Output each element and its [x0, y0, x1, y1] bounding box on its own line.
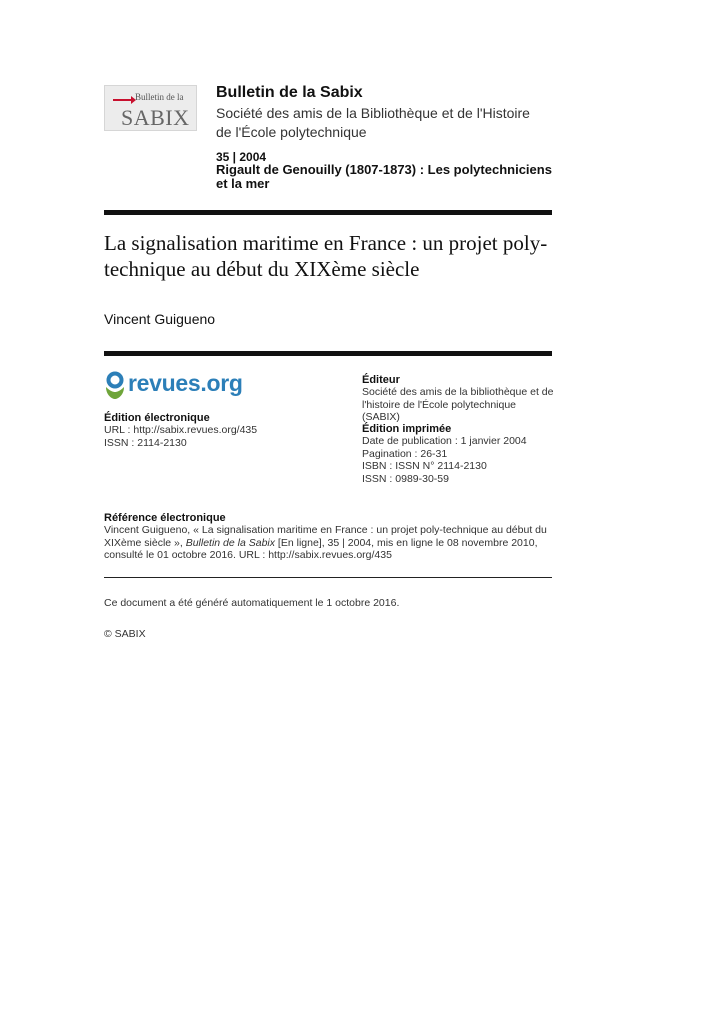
journal-subtitle: Société des amis de la Bibliothèque et de l'Histoire de l'École polytechnique: [216, 105, 530, 140]
article-author: Vincent Guigueno: [104, 311, 216, 327]
reference-block: [104, 512, 552, 562]
journal-logo: [104, 85, 197, 131]
edition-imprimee-issn: ISSN : 0989-30-59: [362, 472, 449, 485]
reference-text: [104, 524, 552, 562]
revues-flower-icon: [104, 371, 126, 401]
top-divider: [104, 210, 552, 215]
edition-imprimee-heading: Édition imprimée: [362, 423, 452, 435]
edition-electronique-url[interactable]: URL : http://sabix.revues.org/435: [104, 424, 258, 436]
editeur-heading: Éditeur: [362, 374, 400, 386]
edition-electronique-issn: ISSN : 2114-2130: [104, 436, 187, 449]
edition-imprimee-pagination: Pagination : 26-31: [362, 447, 448, 460]
middle-divider: [104, 351, 552, 356]
logo-arrow-icon: [113, 99, 132, 101]
editeur-name: Société des amis de la bibliothèque et de l'histoire de l'École polytechnique (SABIX): [362, 386, 554, 423]
edition-imprimee-block: [362, 423, 554, 485]
revues-logo-text: revues.org: [128, 370, 243, 396]
edition-imprimee-isbn: ISBN : ISSN N° 2114-2130: [362, 460, 487, 472]
logo-small-text: Bulletin de la: [135, 92, 184, 102]
issue-number: 35 | 2004: [216, 150, 267, 164]
logo-big-text: SABIX: [121, 105, 190, 130]
edition-electronique-heading: Édition électronique: [104, 412, 210, 424]
editeur-block: [362, 374, 554, 424]
copyright: © SABIX: [104, 628, 146, 640]
reference-heading: Référence électronique: [104, 512, 226, 524]
bottom-divider: [104, 577, 552, 578]
issue-title: Rigault de Genouilly (1807-1873) : Les polytechniciens et la mer: [216, 162, 552, 191]
reference-journal: Bulletin de la Sabix: [185, 536, 276, 549]
reference-part2: [En ligne], 35 | 2004, mis en ligne le 08 novembre 2010, consulté le 01 octobre 2016. URL : http://sabix.revues.org/435: [104, 536, 538, 561]
edition-electronique-block: [104, 412, 344, 449]
reference-part1: Vincent Guigueno, « La signalisation maritime en France : un projet poly-technique au début du XIXème siècle »,: [104, 524, 547, 549]
edition-imprimee-date: Date de publication : 1 janvier 2004: [362, 435, 527, 447]
generated-note: Ce document a été généré automatiquement le 1 octobre 2016.: [104, 597, 400, 609]
article-title: La signalisation maritime en France : un projet poly-technique au début du XIXème siècle: [104, 231, 548, 281]
journal-title: Bulletin de la Sabix: [216, 84, 363, 101]
